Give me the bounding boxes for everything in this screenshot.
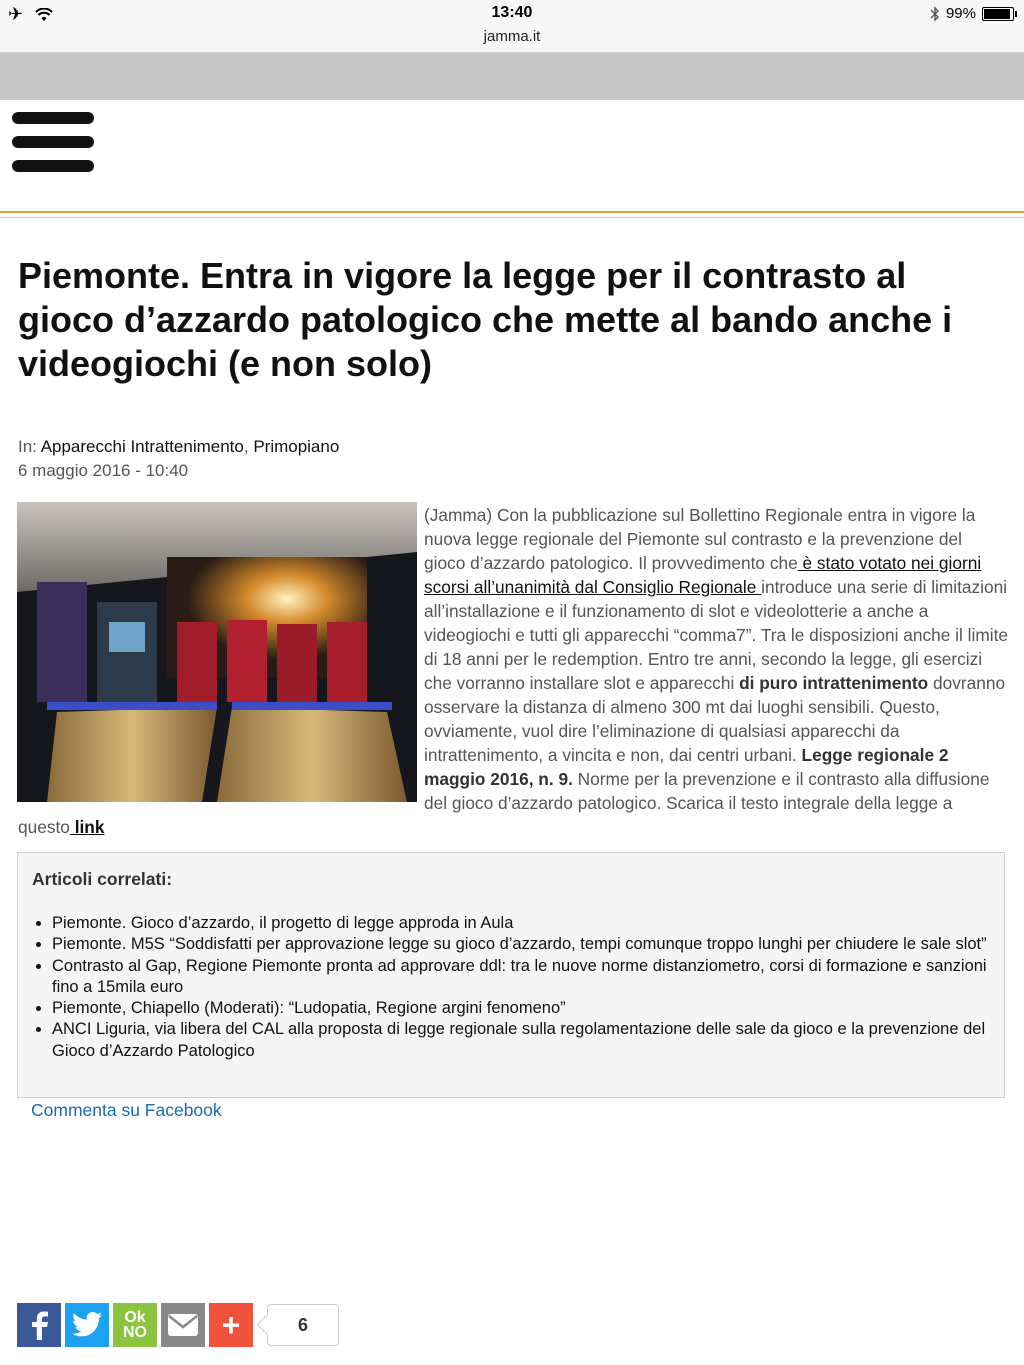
related-item[interactable]: • Contrasto al Gap, Regione Piemonte pronta ad approvare ddl: tra le nuove norme distanziometro, corsi di formazione e sanzioni fino a 15mila euro (52, 956, 1002, 999)
status-bar (0, 0, 1024, 53)
airplane-mode-icon: ✈ (8, 4, 24, 25)
banner-area (0, 53, 1024, 100)
body-bold-1: di puro intrattenimento (739, 673, 929, 693)
related-item[interactable]: • Piemonte. Gioco d’azzardo, il progetto di legge approda in Aula (52, 913, 1002, 934)
download-law-link[interactable]: link (69, 817, 105, 837)
bluetooth-icon (930, 6, 940, 22)
battery-percent: 99% (945, 5, 976, 22)
battery-icon (982, 7, 1014, 21)
okno-bottom-label: NO (123, 1324, 147, 1341)
category-separator: , (243, 437, 254, 456)
status-time: 13:40 (491, 4, 533, 21)
share-bar (17, 1303, 339, 1347)
more-share-button[interactable] (209, 1303, 253, 1347)
image-spacer (18, 503, 424, 803)
body-text-4: Norme per la prevenzione e il contrasto alla diffusione del gioco d’azzardo patologico. Scarica il testo integrale della legge a questo (18, 769, 990, 837)
related-item[interactable]: • Piemonte, Chiapello (Moderati): “Ludopatia, Regione argini fenomeno” (52, 998, 1002, 1019)
related-heading: Articoli correlati: (32, 869, 173, 889)
related-articles-box (17, 852, 1005, 1098)
twitter-share-button[interactable] (65, 1303, 109, 1347)
related-item[interactable]: • Piemonte. M5S “Soddisfatti per approvazione legge su gioco d’azzardo, tempi comunque troppo lunghi per chiudere le sale slot” (52, 934, 1002, 955)
email-share-button[interactable] (161, 1303, 205, 1347)
body-text-1: (Jamma) Con la pubblicazione sul Bollettino Regionale entra in vigore la nuova legge regionale del Piemonte sul contrasto e la prevenzione del gioco d’azzardo patologico. Il provvedimento che (424, 505, 976, 573)
share-count: 6 (267, 1304, 339, 1346)
okno-share-button[interactable] (113, 1303, 157, 1347)
menu-icon[interactable] (12, 112, 94, 172)
facebook-comment-link[interactable]: Commenta su Facebook (31, 1100, 222, 1120)
okno-top-label: Ok (124, 1309, 146, 1326)
facebook-icon (28, 1310, 50, 1340)
article-title: Piemonte. Entra in vigore la legge per il contrasto al gioco d’azzardo patologico che mette al bando anche i videogiochi (e non solo) (18, 255, 953, 384)
twitter-icon (72, 1312, 102, 1338)
plus-icon: + (221, 1306, 241, 1343)
facebook-share-button[interactable] (17, 1303, 61, 1347)
site-header (0, 100, 1024, 212)
header-divider (0, 211, 1024, 218)
body-text-3: dovranno osservare la distanza di almeno 300 mt dai luoghi sensibili. Questo, ovviamente, vuol dire l’eliminazione di qualsiasi apparecchi da intrattenimento, a vincita e non, dai centri urbani. (424, 673, 1006, 765)
body-bold-2: Legge regionale 2 maggio 2016, n. 9. (424, 745, 949, 789)
status-icons-right (930, 5, 1014, 22)
address-bar-url[interactable]: jamma.it (483, 28, 541, 45)
category-prefix: In: (18, 437, 41, 456)
body-text-2: introduce una serie di limitazioni all’installazione e il funzionamento di slot e videolotterie a anche a videogiochi e tutti gli apparecchi “comma7”. Tra le disposizioni anche il limite di 18 anni per le redemption. Entro tre anni, secondo la legge, gli esercizi che vorranno installare slot e apparecchi (424, 577, 1008, 693)
article-meta (18, 435, 339, 483)
article-body (18, 503, 1008, 839)
consiglio-regionale-link[interactable]: è stato votato nei giorni scorsi all’unanimità dal Consiglio Regionale (424, 553, 982, 597)
mail-icon (167, 1313, 199, 1337)
related-list (32, 913, 1002, 1062)
related-item[interactable]: • ANCI Liguria, via libera del CAL alla proposta di legge regionale sulla regolamentazione delle sale da gioco e la prevenzione del Gioco d’Azzardo Patologico (52, 1019, 1002, 1062)
category-link-apparecchi[interactable]: Apparecchi Intrattenimento (40, 437, 244, 456)
article-date: 6 maggio 2016 - 10:40 (18, 461, 189, 480)
category-link-primopiano[interactable]: Primopiano (253, 437, 340, 456)
